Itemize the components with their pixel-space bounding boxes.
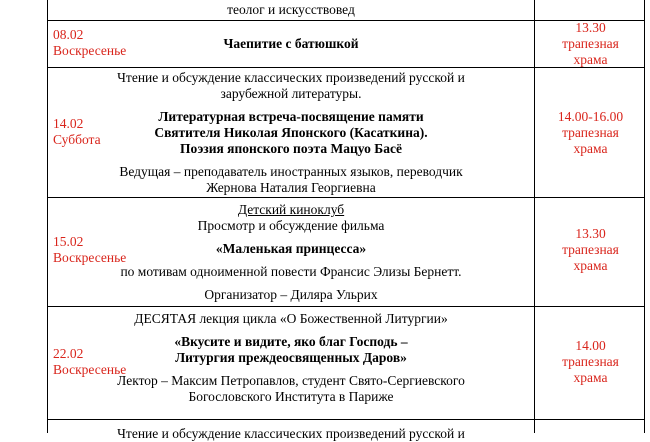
event-title-line: Литургия преждеосвященных Даров» xyxy=(175,350,407,365)
event-club-label: Детский киноклуб xyxy=(237,202,345,217)
event-date: 08.02 xyxy=(53,27,84,42)
event-venue-cell xyxy=(536,226,645,274)
event-note: по мотивам одноименной повести Франсис Элизы Бернетт. xyxy=(120,264,462,279)
event-title: Чаепитие с батюшкой xyxy=(223,36,359,51)
event-organizer: Организатор – Диляра Ульрих xyxy=(204,287,378,302)
event-date: 22.02 xyxy=(53,346,84,361)
event-intro-line: ДЕСЯТАЯ лекция цикла «О Божественной Литургии» xyxy=(134,311,448,326)
event-venue-cell xyxy=(536,338,645,386)
event-description xyxy=(48,202,534,303)
event-description xyxy=(48,311,534,405)
event-date: 14.02 xyxy=(53,116,84,131)
event-time: 13.30 xyxy=(575,20,606,35)
event-host-line: Жернова Наталия Георгиевна xyxy=(206,180,376,195)
event-intro-line: Чтение и обсуждение классических произведений русской и xyxy=(117,70,465,85)
event-title-line: «Вкусите и видите, яко благ Господь – xyxy=(174,334,408,349)
top-row-description xyxy=(48,2,534,18)
top-row-partial-line: теолог и искусствовед xyxy=(227,2,355,17)
event-venue-line: трапезная xyxy=(562,354,619,369)
event-lector-line: Богословского Института в Париже xyxy=(188,389,394,404)
event-title-line: Поэзия японского поэта Мацуо Басё xyxy=(180,141,402,156)
event-venue-line: храма xyxy=(573,141,608,156)
event-day: Воскресенье xyxy=(53,43,127,58)
event-host-line: Ведущая – преподаватель иностранных языков, переводчик xyxy=(119,164,463,179)
table-border-venue xyxy=(534,0,535,433)
event-intro-line: Просмотр и обсуждение фильма xyxy=(197,218,385,233)
event-description xyxy=(48,36,534,52)
event-time: 14.00 xyxy=(575,338,606,353)
event-venue-line: храма xyxy=(573,52,608,67)
event-venue-line: храма xyxy=(573,370,608,385)
row-divider xyxy=(47,197,645,198)
event-title: «Маленькая принцесса» xyxy=(215,241,367,256)
row-divider xyxy=(47,306,645,307)
event-lector-line: Лектор – Максим Петропавлов, студент Свято-Сергиевского xyxy=(117,373,465,388)
event-title-line: Литературная встреча-посвящение памяти xyxy=(158,109,424,124)
bottom-row-description xyxy=(48,426,534,442)
bottom-row-partial-line: Чтение и обсуждение классических произведений русской и xyxy=(117,426,465,441)
event-date: 15.02 xyxy=(53,234,84,249)
event-day: Воскресенье xyxy=(53,250,127,265)
event-venue-cell xyxy=(536,109,645,157)
event-intro-line: зарубежной литературы. xyxy=(220,86,362,101)
event-time: 13.30 xyxy=(575,226,606,241)
event-day: Суббота xyxy=(53,132,101,147)
event-venue-line: храма xyxy=(573,258,608,273)
event-venue-line: трапезная xyxy=(562,125,619,140)
event-venue-line: трапезная xyxy=(562,242,619,257)
event-title-line: Святителя Николая Японского (Касаткина). xyxy=(154,125,428,140)
row-divider xyxy=(47,419,645,420)
event-description xyxy=(48,70,534,196)
event-time: 14.00-16.00 xyxy=(557,109,624,124)
event-venue-line: трапезная xyxy=(562,36,619,51)
event-day: Воскресенье xyxy=(53,362,127,377)
event-venue-cell xyxy=(536,20,645,68)
